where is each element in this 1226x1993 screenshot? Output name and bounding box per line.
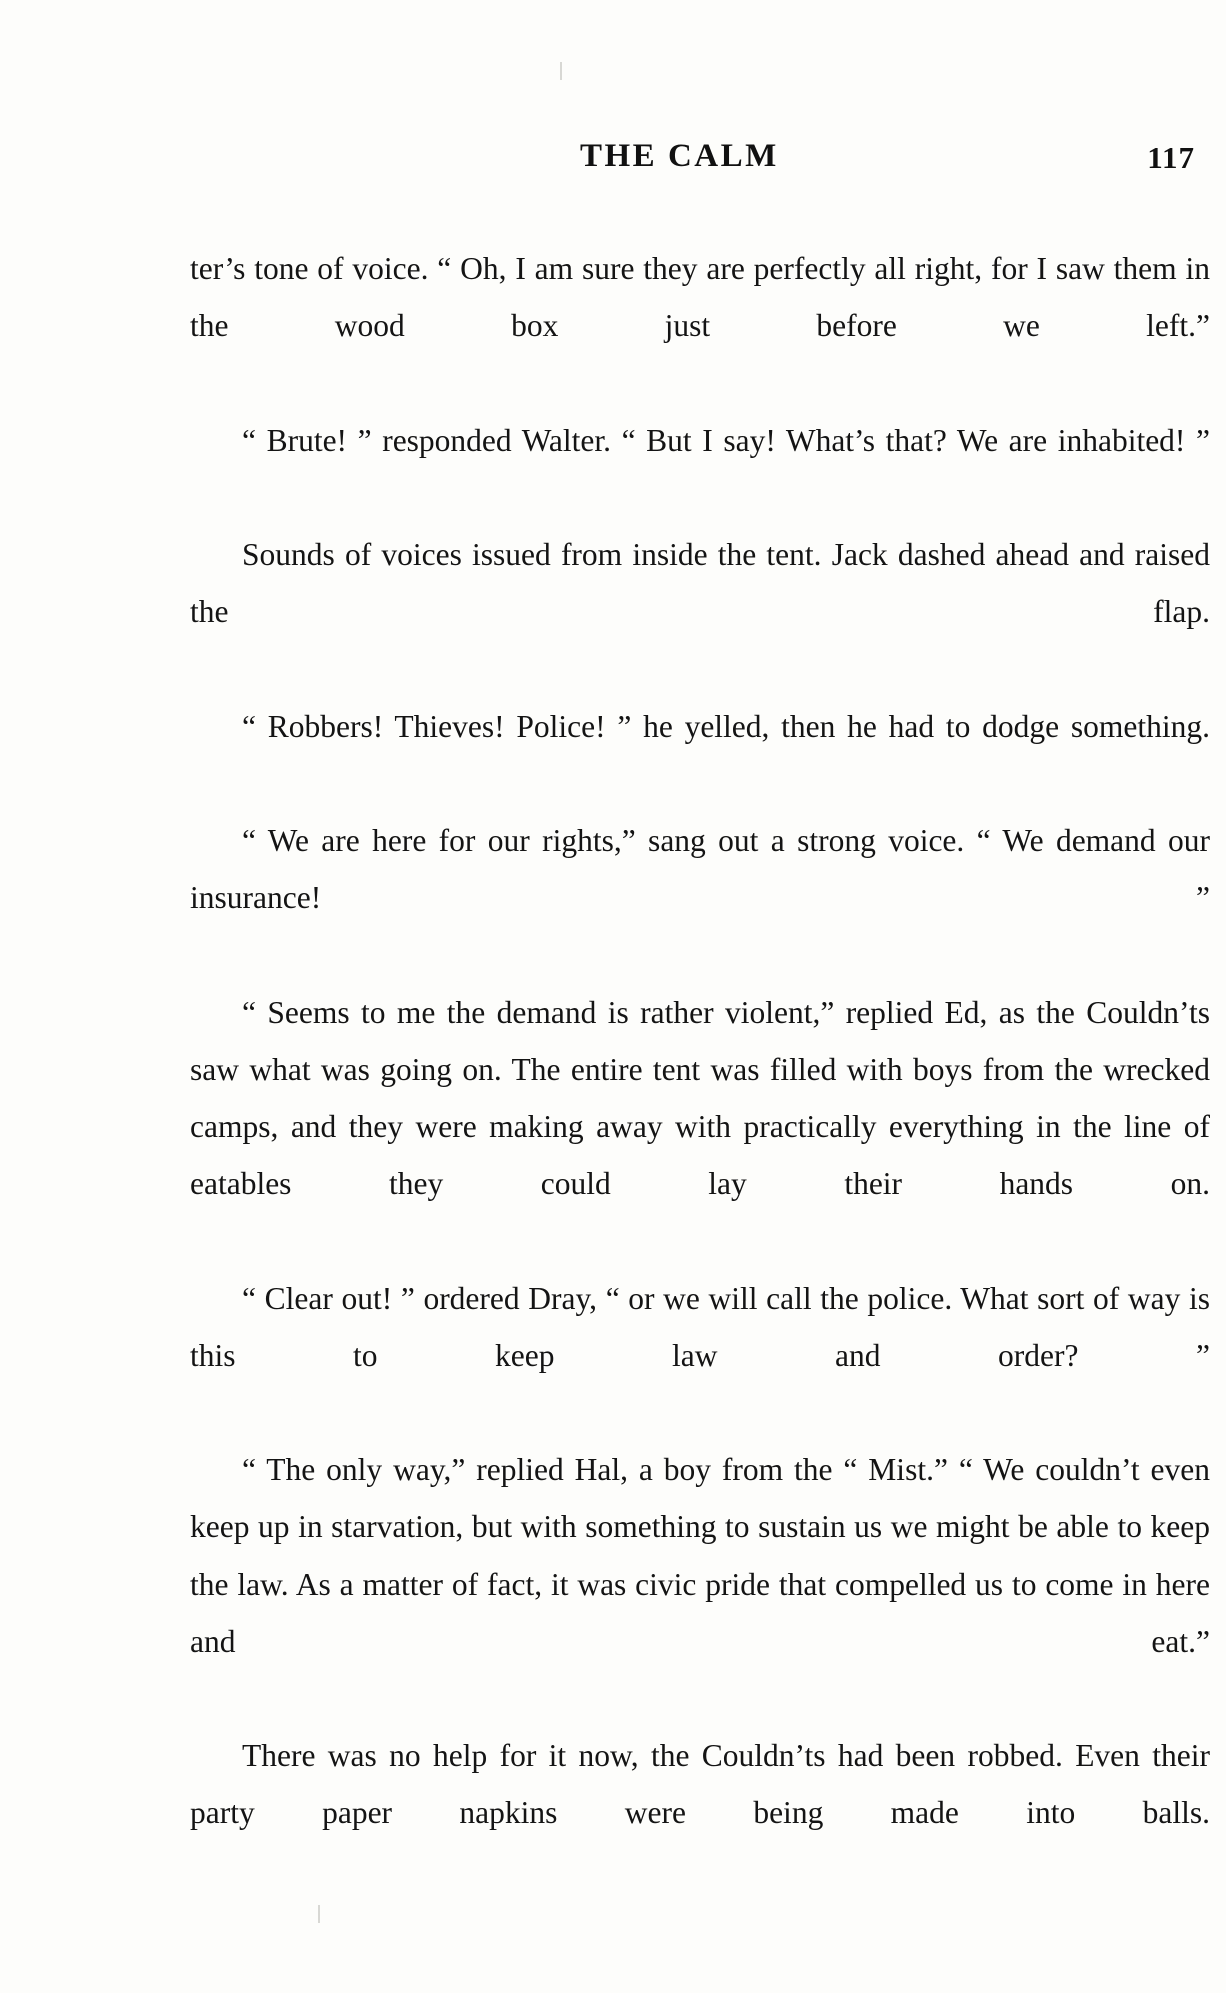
paragraph: Sounds of voices issued from inside the tent. Jack dashed ahead and raised the flap. bbox=[190, 537, 1210, 630]
paragraph: “ The only way,” replied Hal, a boy from the “ Mist.” “ We couldn’t even keep up in starvation, but with something to sustain us we might be able to keep the law. As a matter of fact, it was civic pride that compelled us to come in here and eat.” bbox=[190, 1452, 1210, 1659]
running-head: THE CALM bbox=[580, 138, 779, 174]
paragraph: “ Seems to me the demand is rather violent,” replied Ed, as the Couldn’ts saw what was going on. The entire tent was filled with boys from the wrecked camps, and they were making away with practically everything in the line of eatables they could lay their hands on. bbox=[190, 994, 1210, 1202]
top-registration-mark bbox=[560, 62, 562, 80]
page-body bbox=[190, 240, 1210, 1899]
bottom-registration-mark bbox=[318, 1905, 320, 1923]
paragraph: “ We are here for our rights,” sang out a strong voice. “ We demand our insurance! ” bbox=[190, 823, 1210, 916]
paragraph: “ Robbers! Thieves! Police! ” he yelled, then he had to dodge something. bbox=[242, 708, 1210, 744]
paragraph: There was no help for it now, the Couldn’ts had been robbed. Even their party paper napkins were being made into balls. bbox=[190, 1738, 1210, 1831]
paragraph: “ Brute! ” responded Walter. “ But I say! What’s that? We are inhabited! ” bbox=[242, 422, 1210, 458]
page-header bbox=[185, 138, 1195, 178]
paragraph: “ Clear out! ” ordered Dray, “ or we will call the police. What sort of way is this to keep law and order? ” bbox=[190, 1280, 1210, 1373]
page-number: 117 bbox=[1147, 140, 1195, 175]
paragraph: ter’s tone of voice. “ Oh, I am sure they are perfectly all right, for I saw them in the wood box just before we left.” bbox=[190, 251, 1210, 344]
